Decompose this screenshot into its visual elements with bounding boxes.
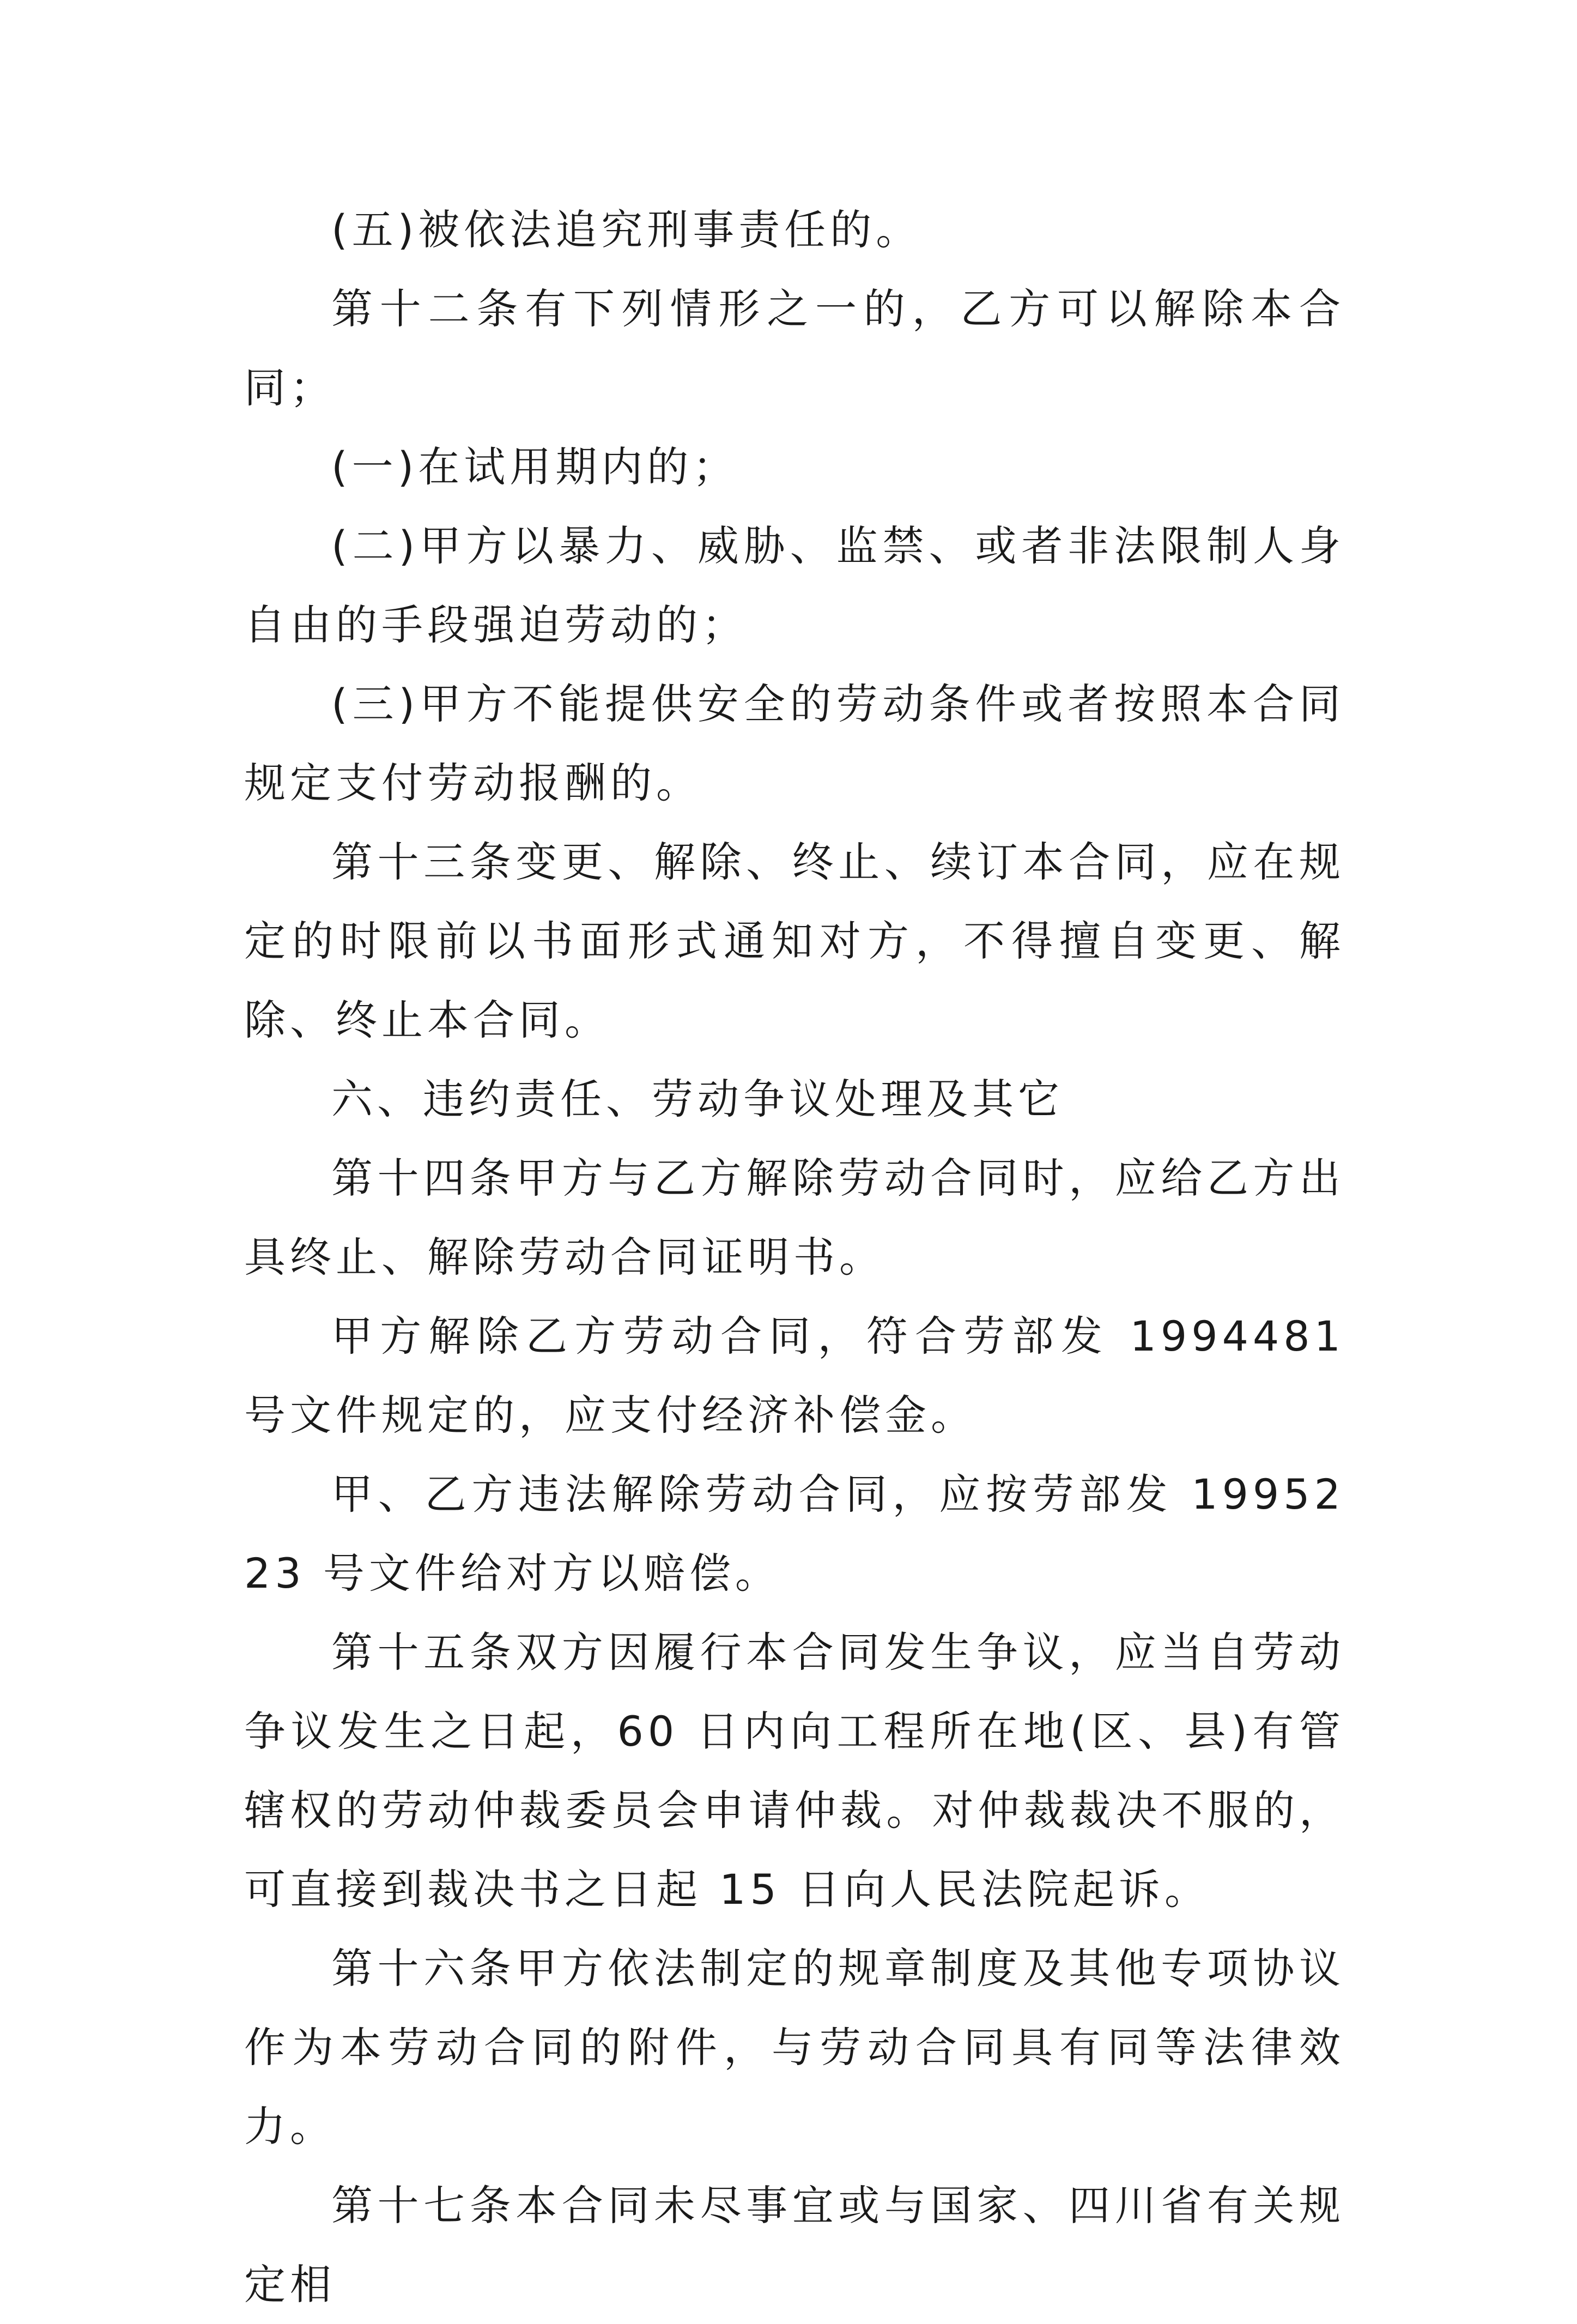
article-17: 第十七条本合同未尽事宜或与国家、四川省有关规定相 [244,2181,1345,2309]
article-12-item-1: (一)在试用期内的； [331,443,739,491]
article-12-item-2: (二)甲方以暴力、威胁、监禁、或者非法限制人身自由的手段强迫劳动的； [244,522,1345,649]
article-15: 第十五条双方因履行本合同发生争议，应当自劳动争议发生之日起，60 日内向工程所在地(区、县)有管辖权的劳动仲裁委员会申请仲裁。对仲裁裁决不服的，可直接到裁决书之日起 15 日向人民法院起诉。 [244,1628,1345,1914]
article-12-item-3: (三)甲方不能提供安全的劳动条件或者按照本合同规定支付劳动报酬的。 [244,680,1345,807]
article-12-heading: 第十二条有下列情形之一的，乙方可以解除本合同； [244,285,1345,412]
section-6-title: 六、违约责任、劳动争议处理及其它 [331,1075,1064,1123]
article-13: 第十三条变更、解除、终止、续订本合同，应在规定的时限前以书面形式通知对方，不得擅自变更、解除、终止本合同。 [244,838,1345,1044]
article-16: 第十六条甲方依法制定的规章制度及其他专项协议作为本劳动合同的附件，与劳动合同具有同等法律效力。 [244,1944,1345,2151]
article-14: 第十四条甲方与乙方解除劳动合同时，应给乙方出具终止、解除劳动合同证明书。 [244,1154,1345,1281]
article-14-compensation: 甲方解除乙方劳动合同，符合劳部发 1994481 号文件规定的，应支付经济补偿金。 [244,1312,1345,1439]
paragraph-item-5: (五)被依法追究刑事责任的。 [331,205,922,254]
document-body [244,190,1345,2324]
article-14-damages: 甲、乙方违法解除劳动合同，应按劳部发 1995223 号文件给对方以赔偿。 [244,1470,1345,1597]
